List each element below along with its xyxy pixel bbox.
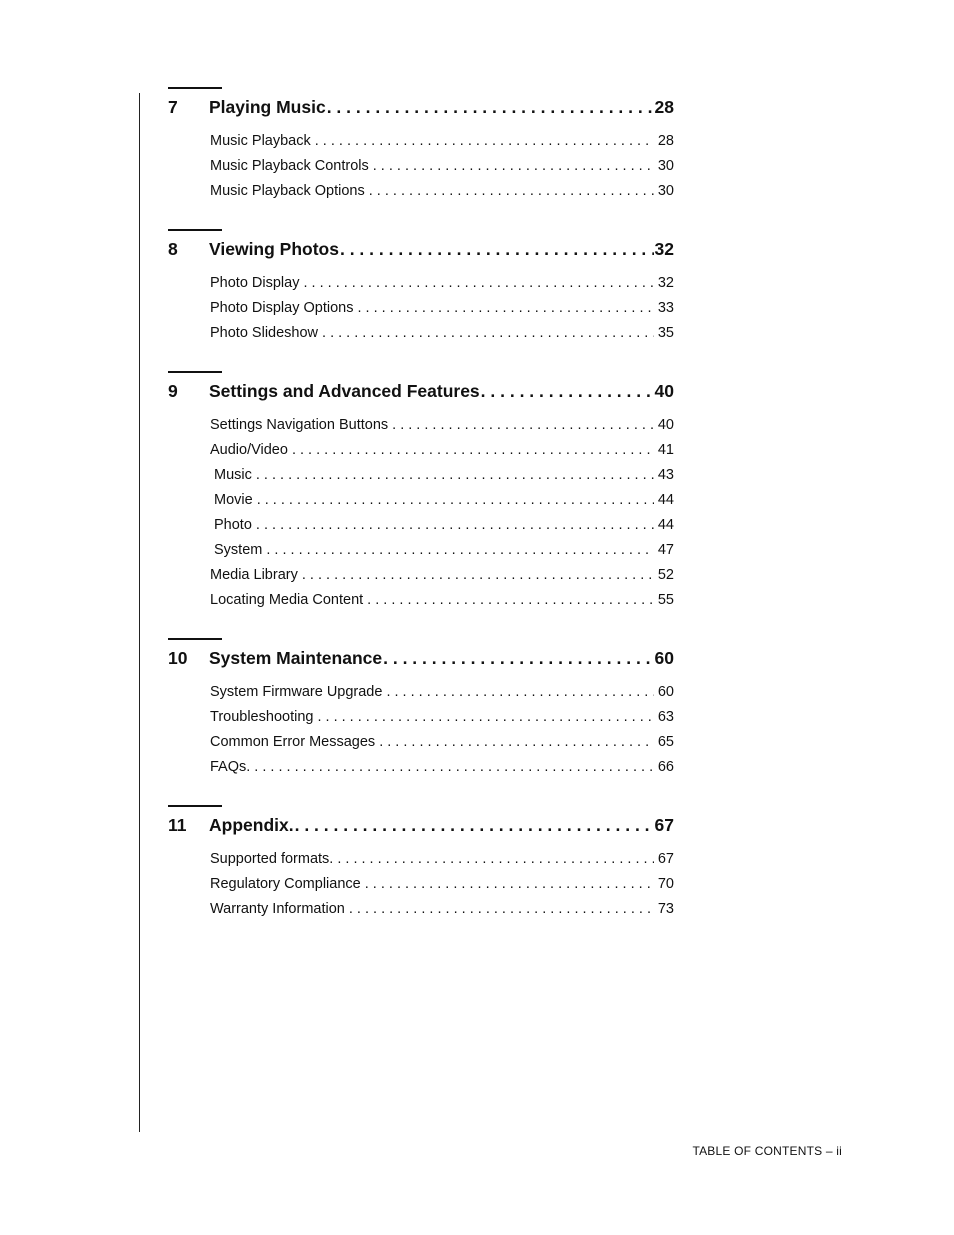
toc-entry[interactable] bbox=[210, 705, 674, 730]
chapter-page: 67 bbox=[654, 815, 674, 835]
entry-title: Photo Display bbox=[210, 275, 300, 291]
chapter-entries bbox=[210, 129, 674, 204]
toc-entry[interactable] bbox=[210, 321, 674, 346]
entry-page: 73 bbox=[657, 901, 674, 917]
entry-title: Warranty Information bbox=[210, 901, 345, 917]
dot-leader bbox=[379, 730, 654, 755]
chapter-heading[interactable] bbox=[168, 378, 674, 404]
entry-title: System bbox=[214, 542, 263, 558]
dot-leader bbox=[365, 872, 654, 897]
dot-leader bbox=[357, 296, 653, 321]
dot-leader bbox=[367, 588, 654, 613]
chapter-number: 10 bbox=[168, 648, 188, 668]
dot-leader bbox=[369, 179, 654, 204]
entry-page: 63 bbox=[657, 709, 674, 725]
entry-page: 40 bbox=[657, 417, 674, 433]
toc-entry[interactable] bbox=[210, 463, 674, 488]
entry-title: FAQs. bbox=[210, 759, 251, 775]
chapter-heading[interactable] bbox=[168, 94, 674, 120]
dot-leader bbox=[303, 271, 653, 296]
dot-leader bbox=[383, 645, 653, 671]
toc-entry[interactable] bbox=[210, 538, 674, 563]
toc-entry[interactable] bbox=[210, 271, 674, 296]
chapter-entries bbox=[210, 847, 674, 922]
toc-entry[interactable] bbox=[210, 897, 674, 922]
toc-entry[interactable] bbox=[210, 488, 674, 513]
entry-page: 44 bbox=[657, 517, 674, 533]
entry-page: 32 bbox=[657, 275, 674, 291]
entry-page: 30 bbox=[657, 183, 674, 199]
chapter-9 bbox=[168, 371, 674, 613]
margin-rule bbox=[139, 93, 140, 1132]
chapter-rule bbox=[168, 638, 222, 640]
toc-entry[interactable] bbox=[210, 872, 674, 897]
entry-title: Photo Display Options bbox=[210, 300, 354, 316]
entry-page: 44 bbox=[657, 492, 674, 508]
entry-title: Regulatory Compliance bbox=[210, 876, 361, 892]
toc-entry[interactable] bbox=[210, 755, 674, 780]
chapter-heading[interactable] bbox=[168, 812, 674, 838]
entry-title: Movie bbox=[214, 492, 253, 508]
chapter-title: Playing Music bbox=[209, 97, 326, 117]
dot-leader bbox=[322, 321, 654, 346]
entry-title: Settings Navigation Buttons bbox=[210, 417, 389, 433]
chapter-heading[interactable] bbox=[168, 645, 674, 671]
chapter-8 bbox=[168, 229, 674, 346]
entry-page: 67 bbox=[657, 851, 674, 867]
dot-leader bbox=[315, 129, 654, 154]
entry-page: 43 bbox=[657, 467, 674, 483]
entry-title: Photo Slideshow bbox=[210, 325, 319, 341]
chapter-10 bbox=[168, 638, 674, 780]
entry-title: System Firmware Upgrade bbox=[210, 684, 383, 700]
dot-leader bbox=[349, 897, 654, 922]
chapter-entries bbox=[210, 413, 674, 613]
toc-entry[interactable] bbox=[210, 179, 674, 204]
dot-leader bbox=[256, 513, 654, 538]
dot-leader bbox=[337, 847, 654, 872]
dot-leader bbox=[266, 538, 654, 563]
entry-page: 70 bbox=[657, 876, 674, 892]
dot-leader bbox=[254, 755, 654, 780]
entry-page: 66 bbox=[657, 759, 674, 775]
entry-page: 28 bbox=[657, 133, 674, 149]
entry-title: Troubleshooting bbox=[210, 709, 314, 725]
entry-title: Photo bbox=[214, 517, 252, 533]
chapter-number: 8 bbox=[168, 239, 178, 259]
entry-title: Locating Media Content bbox=[210, 592, 364, 608]
chapter-title: Viewing Photos bbox=[209, 239, 339, 259]
dot-leader bbox=[295, 812, 654, 838]
dot-leader bbox=[481, 378, 654, 404]
toc-entry[interactable] bbox=[210, 563, 674, 588]
entry-title: Music Playback bbox=[210, 133, 311, 149]
entry-title: Music Playback Controls bbox=[210, 158, 369, 174]
toc-entry[interactable] bbox=[210, 154, 674, 179]
toc-entry[interactable] bbox=[210, 730, 674, 755]
table-of-contents bbox=[168, 87, 674, 922]
chapter-11 bbox=[168, 805, 674, 922]
chapter-page: 40 bbox=[654, 381, 674, 401]
entry-title: Supported formats. bbox=[210, 851, 334, 867]
entry-page: 60 bbox=[657, 684, 674, 700]
entry-title: Common Error Messages bbox=[210, 734, 376, 750]
dot-leader bbox=[257, 488, 654, 513]
entry-page: 65 bbox=[657, 734, 674, 750]
toc-entry[interactable] bbox=[210, 847, 674, 872]
chapter-rule bbox=[168, 87, 222, 89]
chapter-page: 32 bbox=[654, 239, 674, 259]
entry-page: 35 bbox=[657, 325, 674, 341]
chapter-entries bbox=[210, 271, 674, 346]
chapter-heading[interactable] bbox=[168, 236, 674, 262]
chapter-number: 11 bbox=[168, 815, 187, 835]
dot-leader bbox=[302, 563, 654, 588]
chapter-number: 7 bbox=[168, 97, 178, 117]
dot-leader bbox=[392, 413, 654, 438]
chapter-rule bbox=[168, 805, 222, 807]
dot-leader bbox=[327, 94, 654, 120]
toc-entry[interactable] bbox=[210, 680, 674, 705]
chapter-page: 28 bbox=[654, 97, 674, 117]
chapter-title: Settings and Advanced Features bbox=[209, 381, 480, 401]
dot-leader bbox=[256, 463, 654, 488]
entry-page: 33 bbox=[657, 300, 674, 316]
entry-page: 30 bbox=[657, 158, 674, 174]
chapter-7 bbox=[168, 87, 674, 204]
toc-entry[interactable] bbox=[210, 513, 674, 538]
dot-leader bbox=[317, 705, 653, 730]
dot-leader bbox=[292, 438, 654, 463]
chapter-rule bbox=[168, 229, 222, 231]
chapter-page: 60 bbox=[654, 648, 674, 668]
toc-entry[interactable] bbox=[210, 129, 674, 154]
dot-leader bbox=[340, 236, 654, 262]
entry-page: 41 bbox=[657, 442, 674, 458]
dot-leader bbox=[386, 680, 653, 705]
chapter-number: 9 bbox=[168, 381, 178, 401]
page-footer: TABLE OF CONTENTS – ii bbox=[692, 1144, 842, 1158]
entry-page: 47 bbox=[657, 542, 674, 558]
entry-page: 55 bbox=[657, 592, 674, 608]
entry-title: Audio/Video bbox=[210, 442, 288, 458]
toc-entry[interactable] bbox=[210, 438, 674, 463]
entry-title: Music bbox=[214, 467, 252, 483]
toc-entry[interactable] bbox=[210, 296, 674, 321]
chapter-entries bbox=[210, 680, 674, 780]
entry-title: Music Playback Options bbox=[210, 183, 365, 199]
dot-leader bbox=[373, 154, 654, 179]
entry-page: 52 bbox=[657, 567, 674, 583]
chapter-title: System Maintenance bbox=[209, 648, 383, 668]
entry-title: Media Library bbox=[210, 567, 298, 583]
chapter-title: Appendix. bbox=[209, 815, 294, 835]
toc-entry[interactable] bbox=[210, 588, 674, 613]
toc-entry[interactable] bbox=[210, 413, 674, 438]
chapter-rule bbox=[168, 371, 222, 373]
